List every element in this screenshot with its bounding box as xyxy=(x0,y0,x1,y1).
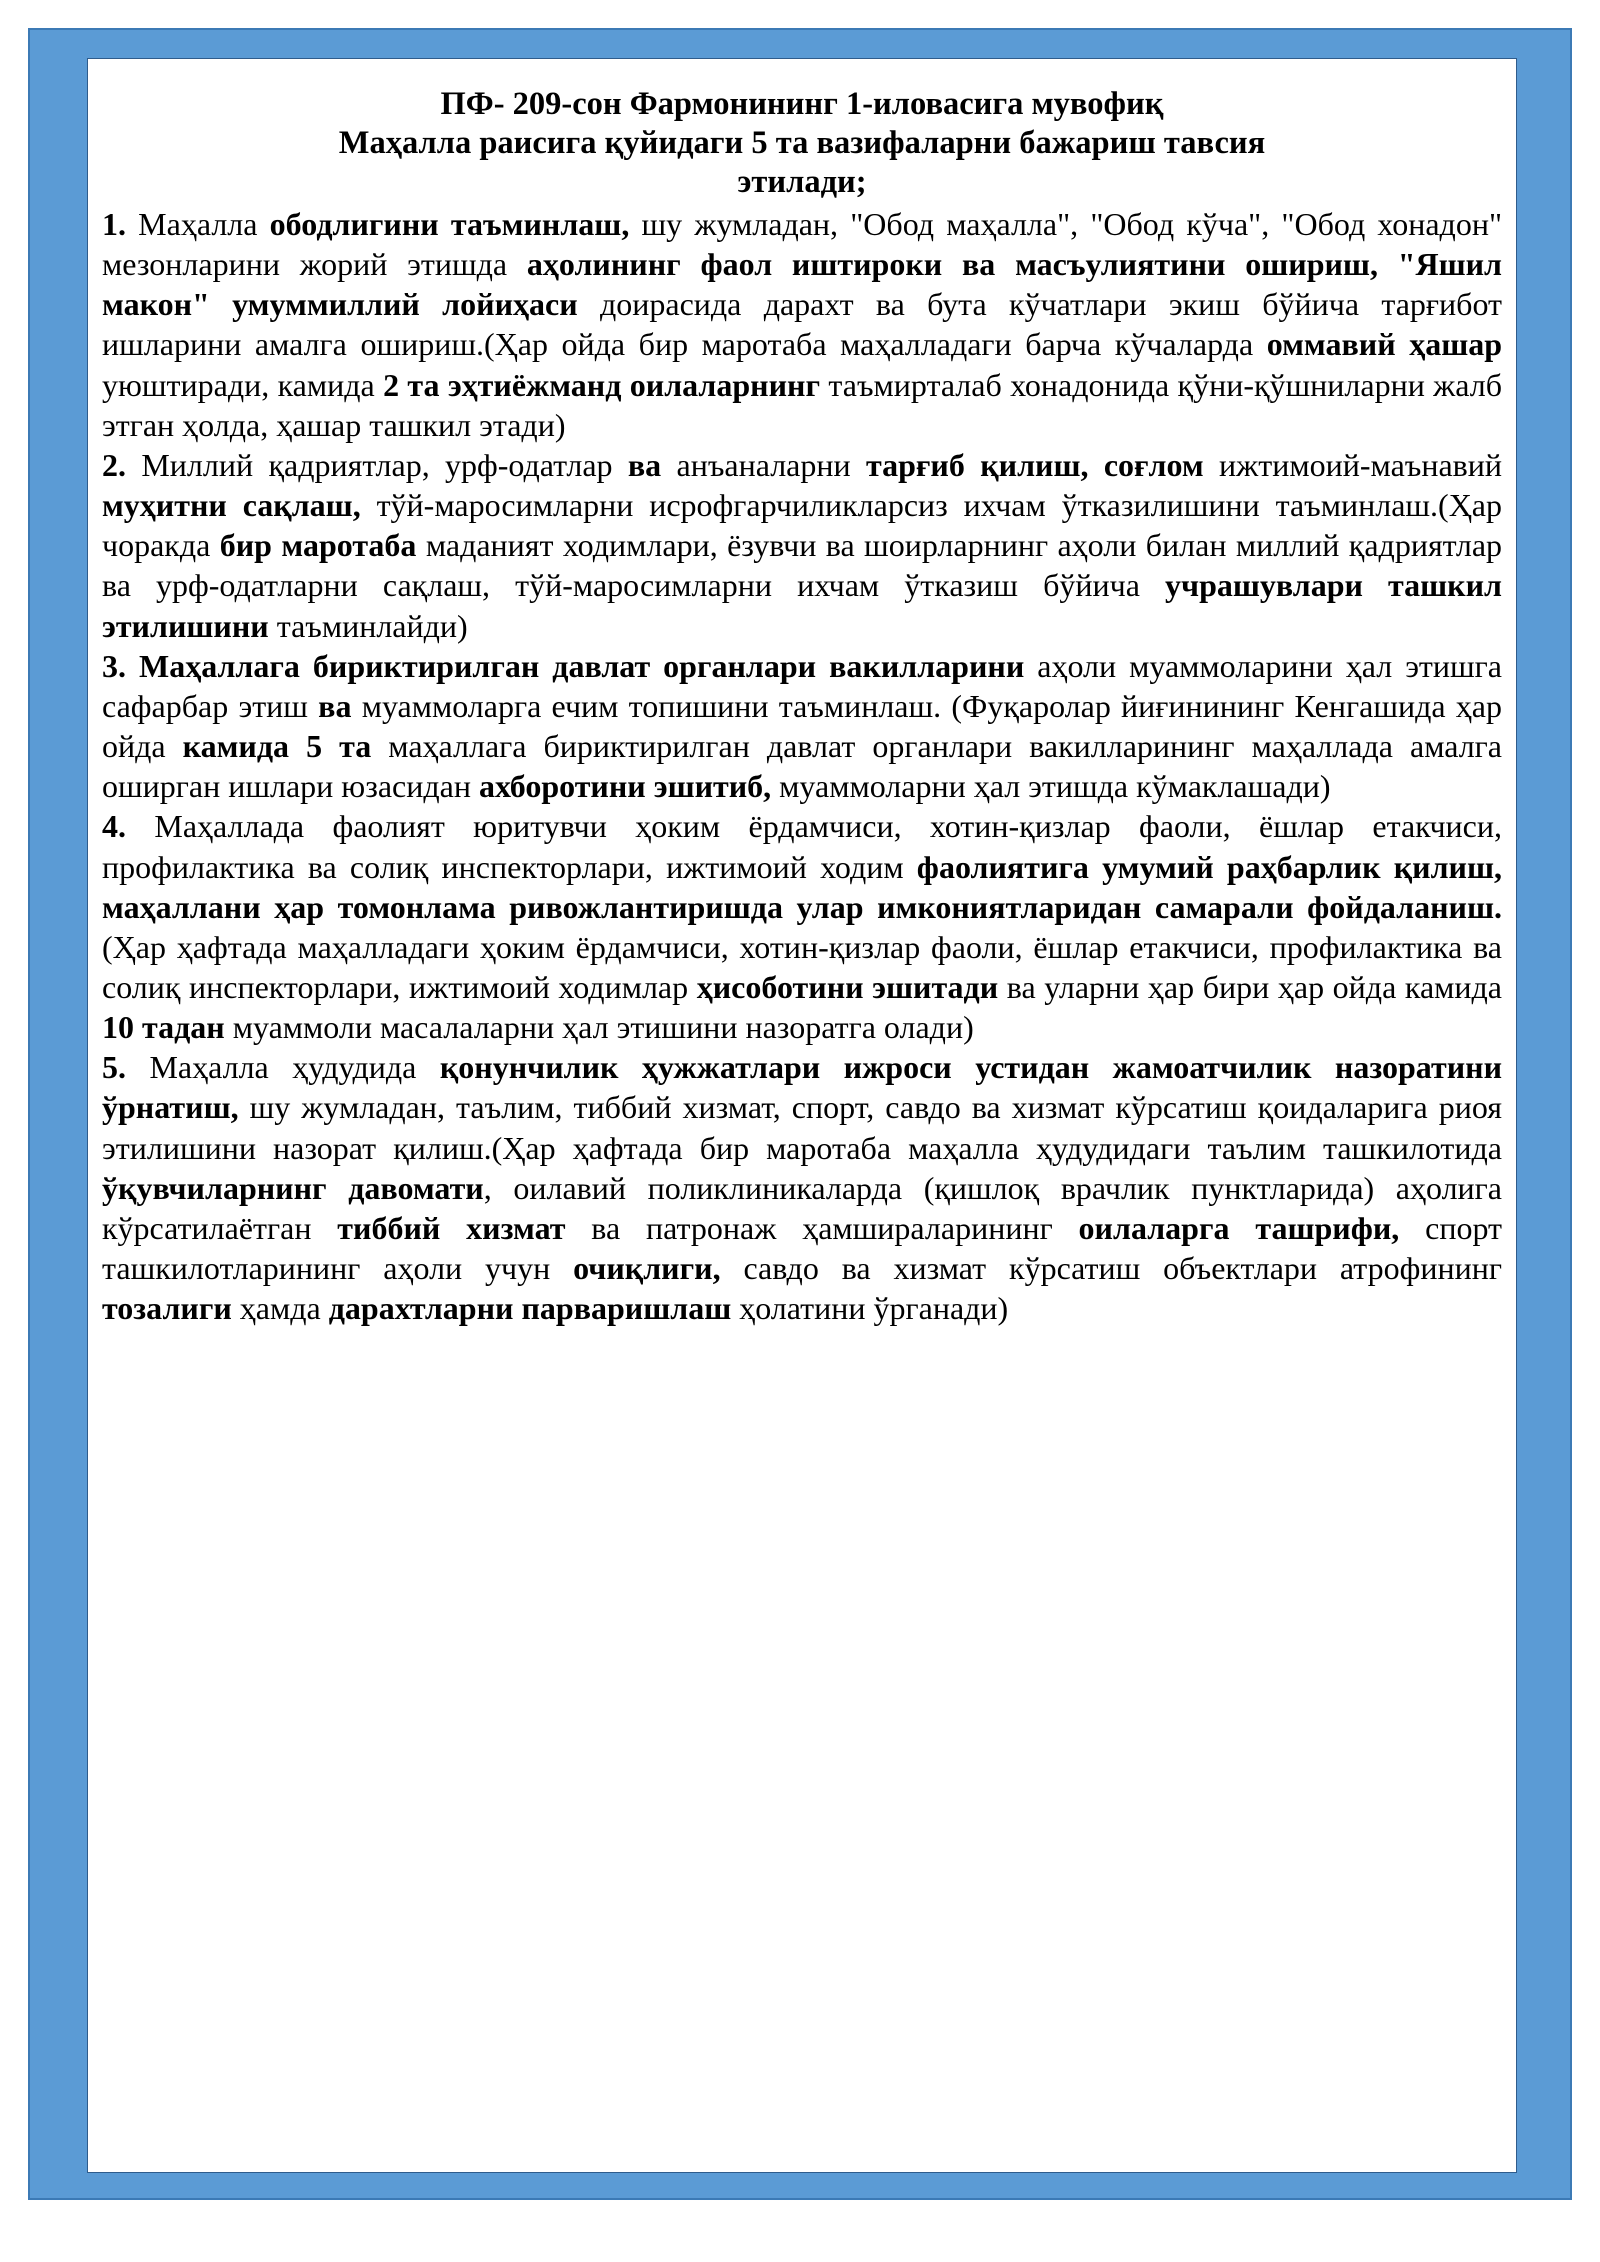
text-run-11: савдо ва хизмат кўрсатиш объектлари атрофининг xyxy=(720,1250,1502,1287)
text-run-1: Миллий қадриятлар, урф-одатлар xyxy=(126,446,628,483)
task-paragraph-3 xyxy=(102,646,1502,807)
text-run-5: ва уларни ҳар бири ҳар ойда камида xyxy=(998,968,1503,1005)
title-line-2: Маҳалла раисига қуйидаги 5 та вазифаларни бажариш тавсия xyxy=(338,125,1266,161)
emphasis-run-2: ва xyxy=(627,446,662,483)
emphasis-run-8: 2 та эҳтиёжманд оилаларнинг xyxy=(383,366,821,403)
paragraph-number: 4. xyxy=(102,808,126,845)
emphasis-run-2: фаолиятига умумий раҳбарлик қилиш, маҳаллани ҳар томонлама ривожлантиришда улар имкониятларидан самарали фойдаланиш. xyxy=(102,848,1502,925)
text-run-11: таъминлайди) xyxy=(268,607,468,644)
paragraph-number: 1. xyxy=(102,206,126,242)
emphasis-run-2: Маҳаллага бириктирилган давлат органлари вакилларини xyxy=(138,647,1025,684)
emphasis-run-8: бир маротаба xyxy=(219,527,417,564)
emphasis-run-6: оммавий ҳашар xyxy=(1266,326,1503,363)
title-line-1: ПФ- 209-сон Фармонининг 1-иловасига мувофиқ xyxy=(440,86,1164,122)
text-run-3: аҳоли муаммоларини ҳал этишга сафарбар этиш xyxy=(102,647,1503,724)
text-run-9: таъмирталаб хонадонида қўни-қўшниларни жалб этган ҳолда, ҳашар ташкил этади) xyxy=(102,366,1503,443)
emphasis-run-14: дарахтларни парваришлаш xyxy=(328,1290,732,1327)
emphasis-run-8: оилаларга ташрифи, xyxy=(1078,1209,1400,1246)
text-run-9: муаммоларни ҳал этишда кўмаклашади) xyxy=(771,768,1331,805)
emphasis-run-4: ва xyxy=(318,687,352,724)
text-run-5: , оилавий поликлиникаларда (қишлоқ врачлик пунктларида) аҳолига кўрсатилаётган xyxy=(102,1169,1503,1246)
text-run-7: ва патронаж ҳамшираларининг xyxy=(565,1209,1079,1246)
text-run-3: шу жумладан, "Обод маҳалла", "Обод кўча", "Обод хонадон" мезонларини жорий этишда xyxy=(102,206,1503,283)
page-title xyxy=(102,85,1502,202)
text-run-1: Маҳаллада фаолият юритувчи ҳоким ёрдамчиси, хотин-қизлар фаоли, ёшлар етакчиси, профилактика ва солиқ инспекторлари, ижтимоий ходим xyxy=(102,808,1502,885)
text-run-7: тўй-маросимларни исрофгарчиликларсиз ихчам ўтказилишини таъминлаш.(Ҳар чоракда xyxy=(102,487,1503,564)
emphasis-run-10: учрашувлари ташкил этилишини xyxy=(102,567,1502,644)
document-page xyxy=(87,58,1517,2173)
slide-blue-frame xyxy=(28,28,1572,2200)
emphasis-run-4: ҳисоботини эшитади xyxy=(696,968,999,1005)
text-run-9: спорт ташкилотларининг аҳоли учун xyxy=(102,1209,1503,1287)
paragraph-number: 5. xyxy=(102,1049,126,1086)
emphasis-run-6: тиббий хизмат xyxy=(337,1209,566,1246)
text-run-7: маҳаллага бириктирилган давлат органлари вакилларининг маҳаллада амалга оширган ишлари юзасидан xyxy=(102,728,1502,805)
text-run-3: (Ҳар ҳафтада маҳалладаги ҳоким ёрдамчиси, хотин-қизлар фаоли, ёшлар етакчиси, профилактика ва солиқ инспекторлари, ижтимоий ходимлар xyxy=(102,928,1502,1005)
text-run-3: анъаналарни xyxy=(661,446,866,483)
text-run-5: ижтимоий-маънавий xyxy=(1203,446,1503,483)
text-run-3: шу жумладан, таълим, тиббий хизмат, спорт, савдо ва хизмат кўрсатиш қоидаларига риоя этилишини назорат қилиш.(Ҳар ҳафтада бир маротаба маҳалла ҳудудидаги таълим ташкилотида xyxy=(102,1089,1502,1166)
text-run-13: ҳамда xyxy=(231,1290,329,1327)
emphasis-run-2: ободлигини таъминлаш, xyxy=(269,206,630,242)
task-paragraph-1 xyxy=(102,204,1502,445)
task-paragraph-4 xyxy=(102,806,1502,1047)
emphasis-run-2: қонунчилик ҳужжатлари ижроси устидан жамоатчилик назоратини ўрнатиш, xyxy=(102,1049,1503,1126)
emphasis-run-6: муҳитни сақлаш, xyxy=(102,487,361,524)
text-run-1: Маҳалла ҳудудида xyxy=(126,1049,440,1086)
emphasis-run-6: камида 5 та xyxy=(182,728,372,765)
text-run-9: маданият ходимлари, ёзувчи ва шоирларнинг аҳоли билан миллий қадриятлар ва урф-одатларни сақлаш, тўй-маросимларни ихчам ўтказиш бўйича xyxy=(102,527,1503,604)
text-run-5: муаммоларга ечим топишини таъминлаш. (Фуқаролар йиғинининг Кенгашида ҳар ойда xyxy=(102,687,1502,765)
emphasis-run-6: 10 тадан xyxy=(102,1009,225,1046)
title-line-3: этилади; xyxy=(737,164,867,200)
emphasis-run-4: тарғиб қилиш, соғлом xyxy=(865,446,1204,483)
task-paragraph-5 xyxy=(102,1047,1502,1328)
text-run-1: Маҳалла xyxy=(126,206,270,242)
emphasis-run-10: очиқлиги, xyxy=(573,1250,721,1287)
paragraph-number: 3. xyxy=(102,647,126,684)
paragraph-number: 2. xyxy=(102,446,126,483)
text-run-1 xyxy=(126,648,139,684)
emphasis-run-12: тозалиги xyxy=(102,1290,232,1327)
text-run-15: ҳолатини ўрганади) xyxy=(731,1290,1009,1327)
emphasis-run-4: ўқувчиларнинг давомати xyxy=(102,1169,484,1206)
text-run-7: уюштиради, камида xyxy=(102,366,384,403)
paragraph-list xyxy=(102,204,1502,1328)
text-run-7: муаммоли масалаларни ҳал этишини назоратга олади) xyxy=(224,1009,974,1046)
emphasis-run-8: ахборотини эшитиб, xyxy=(478,768,772,805)
task-paragraph-2 xyxy=(102,445,1502,646)
emphasis-run-4: аҳолининг фаол иштироки ва масъулиятини ошириш, "Яшил макон" умуммиллий лойиҳаси xyxy=(102,246,1503,323)
text-run-5: доирасида дарахт ва бута кўчатлари экиш бўйича тарғибот ишларини амалга ошириш.(Ҳар ойда бир маротаба маҳалладаги барча кўчаларда xyxy=(102,286,1503,363)
